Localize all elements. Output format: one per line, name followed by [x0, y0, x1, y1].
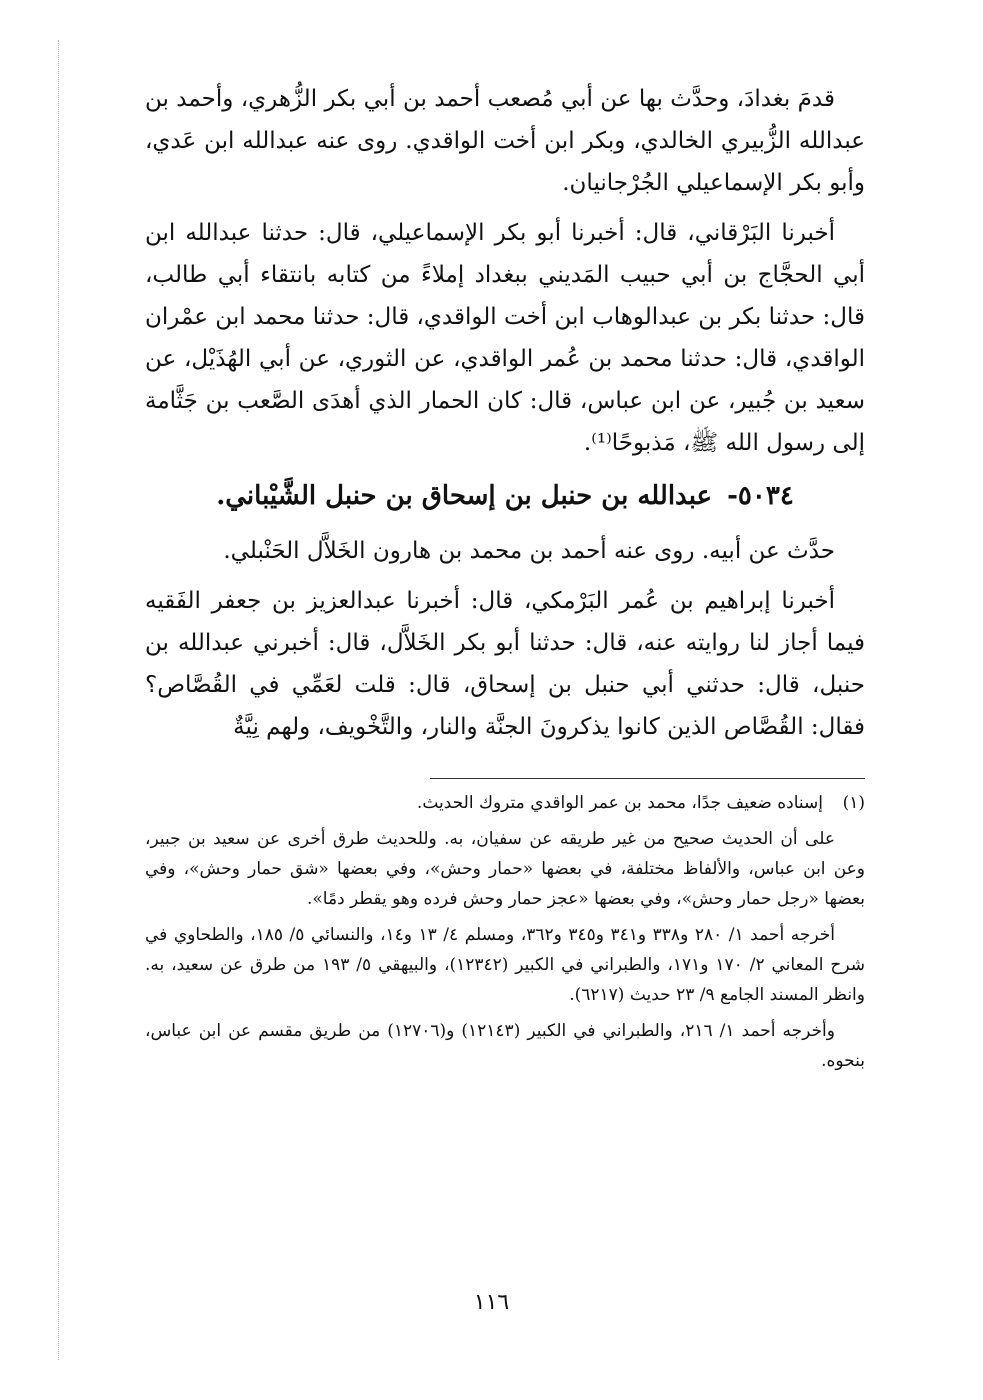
footnote-text: إسناده ضعيف جدًا، محمد بن عمر الواقدي متروك الحديث.	[416, 793, 823, 813]
footnote-paragraph: على أن الحديث صحيح من غير طريقه عن سفيان، به. وللحديث طرق أخرى عن سعيد بن جبير، وعن ابن عباس، والألفاظ مختلفة، في بعضها «حمار وحش»، وفي بعضها «شق حمار وحش»، وفي بعضها «رجل حمار وحش»، وفي بعضها «عجز حمار وحش فرده وهو يقطر دمًا».	[145, 829, 865, 909]
footnotes	[145, 788, 865, 1082]
biography-paragraph: قدمَ بغدادَ، وحدَّث بها عن أبي مُصعب أحمد بن أبي بكر الزُّهري، وأحمد بن عبدالله الزُّبيري الخالدي، وبكر ابن أخت الواقدي. روى عنه عبدالله ابن عَدي، وأبو بكر الإسماعيلي الجُرْجانيان.	[145, 86, 865, 196]
footnote-separator	[430, 778, 865, 779]
footnote-1	[145, 788, 865, 818]
scan-margin-rule	[58, 40, 59, 1360]
entry-title: عبدالله بن حنبل بن إسحاق بن حنبل الشَّيْباني.	[216, 481, 713, 511]
narration-paragraph: حدَّث عن أبيه. روى عنه أحمد بن محمد بن هارون الخَلاَّل الحَنْبلي.	[223, 538, 835, 564]
footnote-marker: (١)	[842, 793, 865, 813]
footnote-paragraph: أخرجه أحمد ١/ ٢٨٠ و٣٣٨ و٣٤١ و٣٤٥ و٣٦٢، ومسلم ٤/ ١٣ و١٤، والنسائي ٥/ ١٨٥، والطحاوي في شرح المعاني ٢/ ١٧٠ و١٧١، والطبراني في الكبير (١٢٣٤٢)، والبيهقي ٥/ ١٩٣ من طرق عن سعيد، به. وانظر المسند الجامع ٩/ ٢٣ حديث (٦٢١٧).	[145, 925, 866, 1005]
footnote-paragraph: وأخرجه أحمد ١/ ٢١٦، والطبراني في الكبير (١٢١٤٣) و(١٢٧٠٦) من طريق مقسم عن ابن عباس، بنحوه.	[145, 1021, 865, 1071]
entry-number: ٥٠٣٤-	[727, 481, 794, 511]
entry-heading	[145, 474, 865, 518]
main-text	[145, 78, 865, 756]
page-number: ١١٦	[473, 1290, 510, 1315]
report-paragraph: أخبرنا إبراهيم بن عُمر البَرْمكي، قال: أخبرنا عبدالعزيز بن جعفر الفَقيه فيما أجاز لنا روايته عنه، قال: حدثنا أبو بكر الخَلاَّل، قال: أخبرني عبدالله بن حنبل، قال: حدثني أبي حنبل بن إسحاق، قال: قلت لعَمِّي في القُصَّاص؟ فقال: القُصَّاص الذين كانوا يذكرونَ الجنَّة والنار، والتَّخْويف، ولهم نِيَّةٌ	[145, 588, 865, 740]
hadith-paragraph: أخبرنا البَرْقاني، قال: أخبرنا أبو بكر الإسماعيلي، قال: حدثنا عبدالله ابن أبي الحجَّاج بن أبي حبيب المَديني ببغداد إملاءً من كتابه بانتقاء أبي طالب، قال: حدثنا بكر بن عبدالوهاب ابن أخت الواقدي، قال: حدثنا محمد ابن عمْران الواقدي، قال: حدثنا محمد بن عُمر الواقدي، عن الثوري، عن أبي الهُذَيْل، عن سعيد بن جُبير، عن ابن عباس، قال: كان الحمار الذي أهدَى الصَّعب بن جَثَّامة إلى رسول الله ﷺ، مَذبوحًا⁽¹⁾.	[145, 220, 865, 456]
